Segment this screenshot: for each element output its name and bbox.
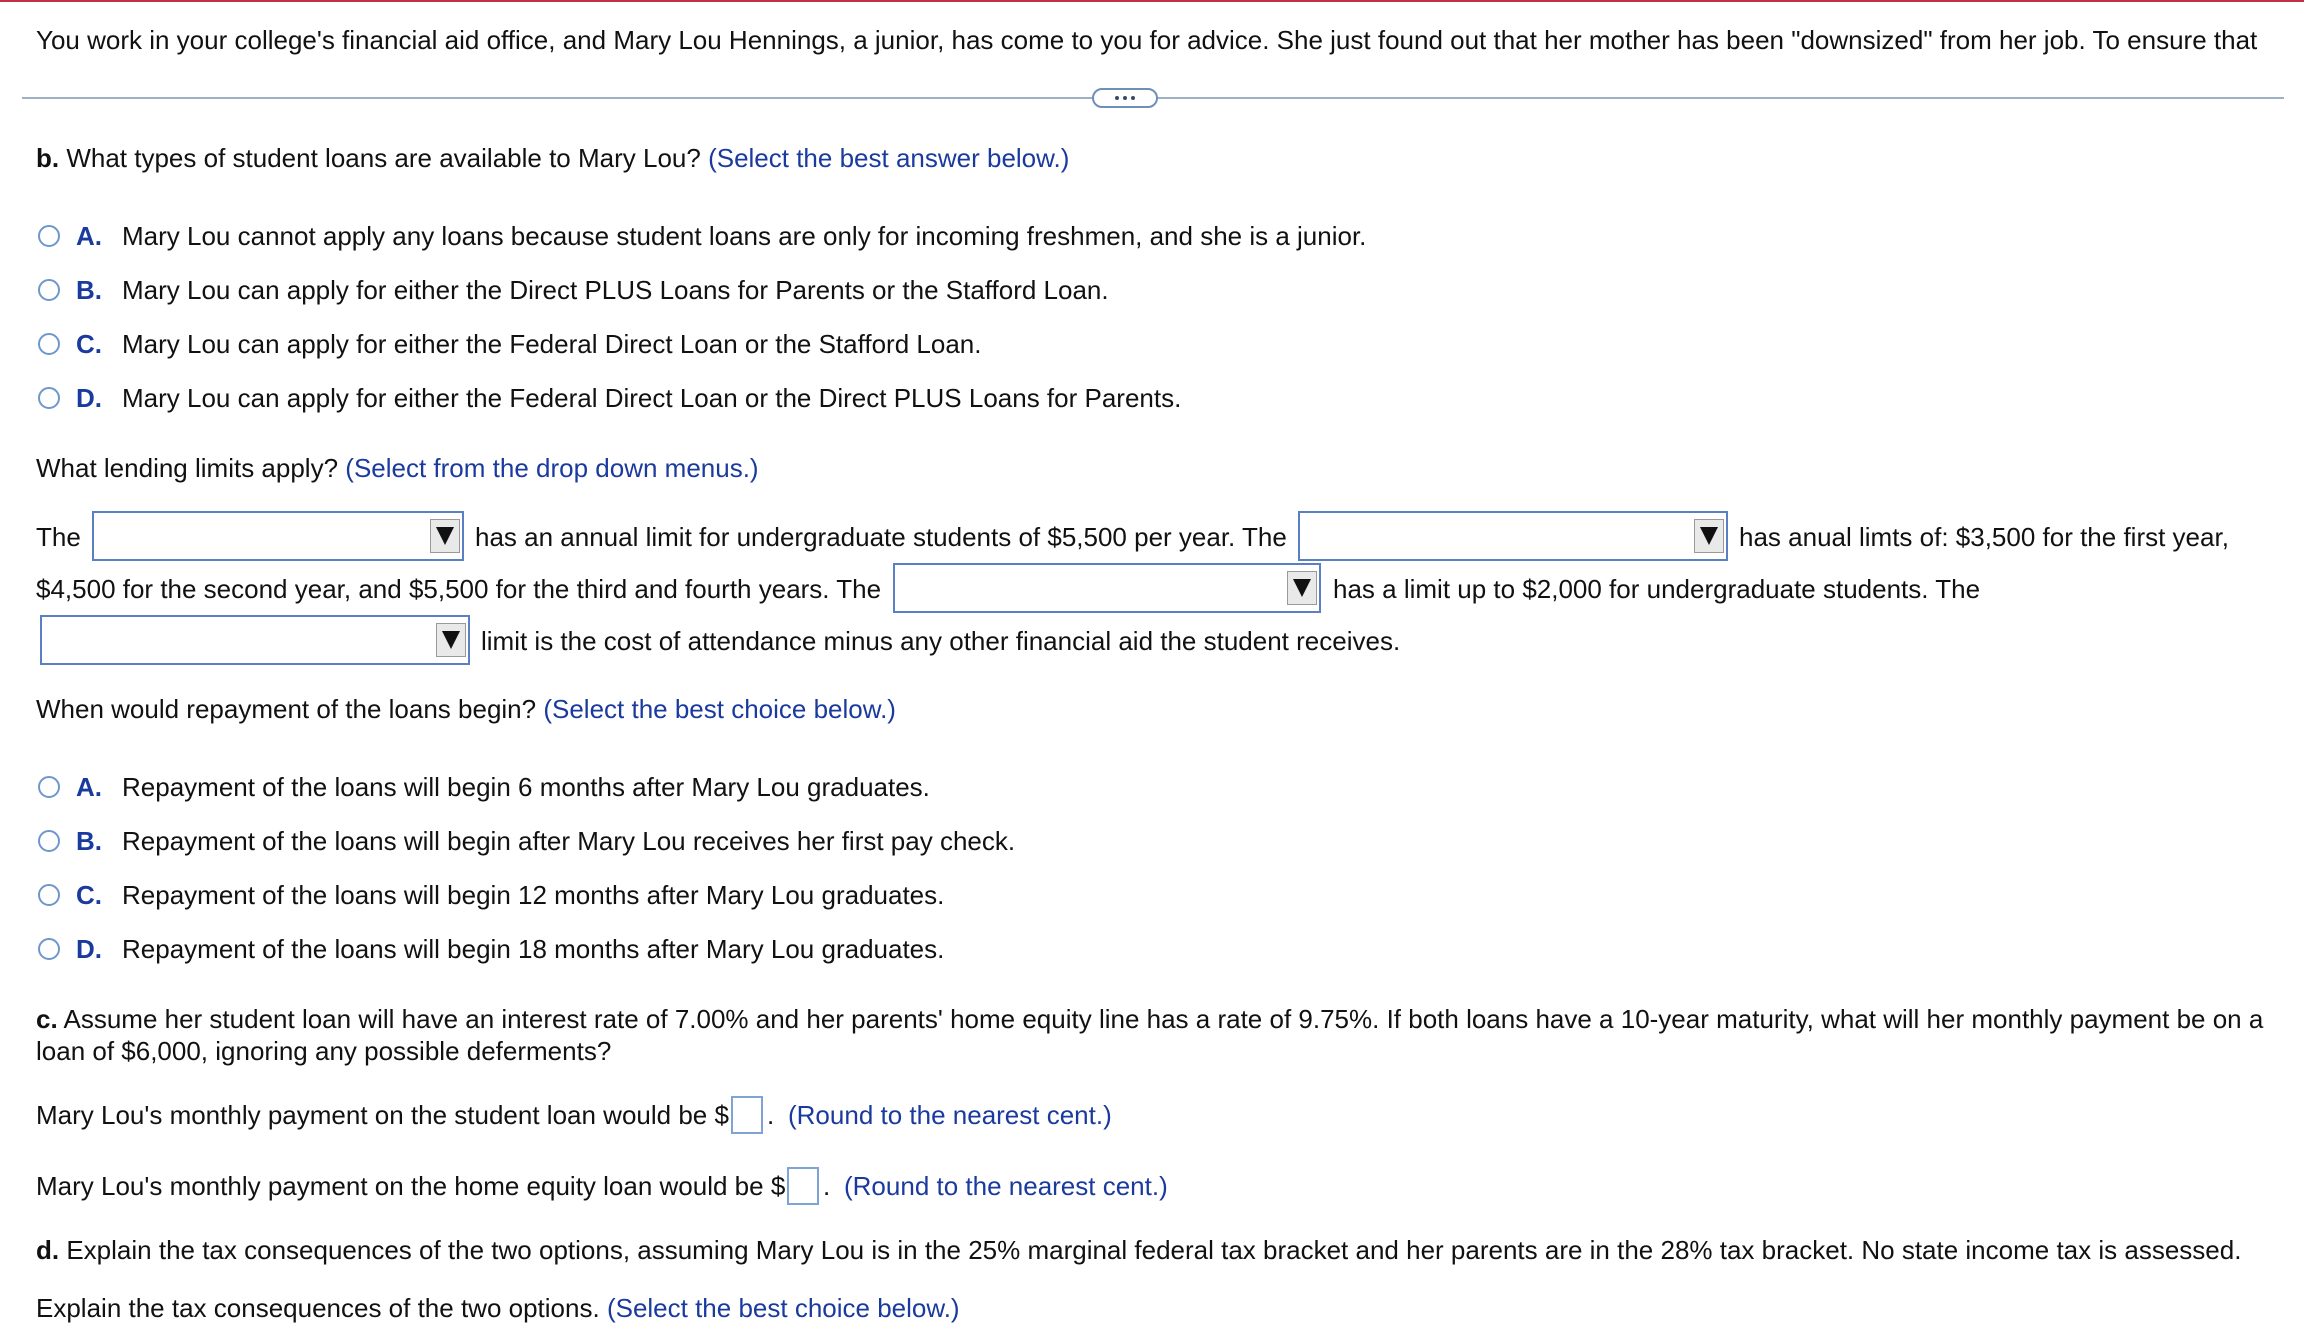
loan-type-option-b[interactable] xyxy=(38,270,1109,310)
radio-button[interactable] xyxy=(38,938,60,960)
part-d-prompt-text: Explain the tax consequences of the two options. xyxy=(36,1293,600,1323)
part-d-hint: (Select the best choice below.) xyxy=(606,1293,960,1323)
part-d-text: Explain the tax consequences of the two options, assuming Mary Lou is in the 25% marginal federal tax bracket and her parents are in the 28% tax bracket. No state income tax is assessed. xyxy=(66,1235,2242,1265)
option-text: Repayment of the loans will begin 18 months after Mary Lou graduates. xyxy=(122,933,945,964)
repayment-option-c[interactable] xyxy=(38,875,944,915)
home-equity-round-hint: (Round to the nearest cent.) xyxy=(844,1171,1168,1201)
student-loan-payment-prefix: Mary Lou's monthly payment on the student loan would be $ xyxy=(36,1100,729,1130)
home-equity-period: . xyxy=(823,1171,831,1201)
repayment-question-text: When would repayment of the loans begin? xyxy=(36,694,537,724)
radio-button[interactable] xyxy=(38,225,60,247)
part-b-text: What types of student loans are available to Mary Lou? xyxy=(66,143,701,173)
option-letter: C. xyxy=(76,879,102,910)
dropdown-arrow-icon[interactable] xyxy=(1287,571,1317,605)
option-text: Mary Lou can apply for either the Direct PLUS Loans for Parents or the Stafford Loan. xyxy=(122,274,1109,305)
option-text: Mary Lou can apply for either the Federal Direct Loan or the Stafford Loan. xyxy=(122,328,982,359)
radio-button[interactable] xyxy=(38,279,60,301)
limits-question xyxy=(36,452,759,484)
limits-hint: (Select from the drop down menus.) xyxy=(345,453,759,483)
part-b-question xyxy=(36,142,1069,174)
limits-text-1: The xyxy=(36,522,81,552)
part-d-label: d. xyxy=(36,1235,60,1265)
part-d-question xyxy=(36,1234,2241,1266)
limits-text-6: limit is the cost of attendance minus any other financial aid the student receives. xyxy=(481,626,1401,656)
limits-text-4: $4,500 for the second year, and $5,500 for the third and fourth years. The xyxy=(36,574,882,604)
repayment-question xyxy=(36,693,896,725)
option-letter: A. xyxy=(76,771,102,802)
option-letter: D. xyxy=(76,382,102,413)
option-text: Mary Lou cannot apply any loans because student loans are only for incoming freshmen, and she is a junior. xyxy=(122,220,1367,251)
home-equity-payment-input[interactable] xyxy=(787,1167,819,1205)
option-text: Repayment of the loans will begin after Mary Lou receives her first pay check. xyxy=(122,825,1016,856)
expand-more-button[interactable] xyxy=(1092,88,1158,108)
option-text: Mary Lou can apply for either the Federal Direct Loan or the Direct PLUS Loans for Parents. xyxy=(122,382,1182,413)
repayment-hint: (Select the best choice below.) xyxy=(543,694,896,724)
radio-button[interactable] xyxy=(38,387,60,409)
part-c-label: c. xyxy=(36,1004,58,1034)
student-loan-round-hint: (Round to the nearest cent.) xyxy=(788,1100,1112,1130)
home-equity-payment-prefix: Mary Lou's monthly payment on the home equity loan would be $ xyxy=(36,1171,786,1201)
limits-question-text: What lending limits apply? xyxy=(36,453,339,483)
dot-icon xyxy=(1131,96,1135,100)
repayment-option-a[interactable] xyxy=(38,767,930,807)
part-c-text: Assume her student loan will have an interest rate of 7.00% and her parents' home equity line has a rate of 9.75%. If both loans have a 10-year maturity, what will her monthly payment be on a xyxy=(63,1004,2264,1034)
dot-icon xyxy=(1115,96,1119,100)
limit-dropdown-3[interactable] xyxy=(893,563,1321,613)
part-c-question-line2: loan of $6,000, ignoring any possible deferments? xyxy=(36,1036,612,1066)
top-accent-line xyxy=(0,0,2304,2)
loan-type-option-d[interactable] xyxy=(38,378,1181,418)
dropdown-arrow-icon[interactable] xyxy=(1694,519,1724,553)
repayment-option-d[interactable] xyxy=(38,929,944,969)
option-letter: A. xyxy=(76,220,102,251)
student-loan-payment-input[interactable] xyxy=(731,1096,763,1134)
part-d-prompt xyxy=(36,1292,960,1324)
option-letter: C. xyxy=(76,328,102,359)
part-b-hint: (Select the best answer below.) xyxy=(708,143,1070,173)
limit-dropdown-4[interactable] xyxy=(40,615,470,665)
student-loan-period: . xyxy=(767,1100,775,1130)
radio-button[interactable] xyxy=(38,333,60,355)
option-letter: B. xyxy=(76,825,102,856)
part-c-question-line1 xyxy=(36,1003,2263,1035)
option-text: Repayment of the loans will begin 12 months after Mary Lou graduates. xyxy=(122,879,945,910)
problem-intro: You work in your college's financial aid office, and Mary Lou Hennings, a junior, has come to you for advice. She just found out that her mother has been "downsized" from her job. To ensure that xyxy=(36,25,2258,55)
option-text: Repayment of the loans will begin 6 months after Mary Lou graduates. xyxy=(122,771,930,802)
radio-button[interactable] xyxy=(38,884,60,906)
loan-type-option-c[interactable] xyxy=(38,324,981,364)
option-letter: D. xyxy=(76,933,102,964)
limits-text-3: has anual limts of: $3,500 for the first year, xyxy=(1739,522,2229,552)
dropdown-arrow-icon[interactable] xyxy=(430,519,460,553)
radio-button[interactable] xyxy=(38,830,60,852)
dropdown-arrow-icon[interactable] xyxy=(436,623,466,657)
loan-type-option-a[interactable] xyxy=(38,216,1366,256)
limits-text-5: has a limit up to $2,000 for undergraduate students. The xyxy=(1333,574,1981,604)
radio-button[interactable] xyxy=(38,776,60,798)
option-letter: B. xyxy=(76,274,102,305)
part-b-label: b. xyxy=(36,143,60,173)
dot-icon xyxy=(1123,96,1127,100)
limit-dropdown-2[interactable] xyxy=(1298,511,1728,561)
repayment-option-b[interactable] xyxy=(38,821,1015,861)
limits-text-2: has an annual limit for undergraduate students of $5,500 per year. The xyxy=(475,522,1287,552)
limit-dropdown-1[interactable] xyxy=(92,511,464,561)
